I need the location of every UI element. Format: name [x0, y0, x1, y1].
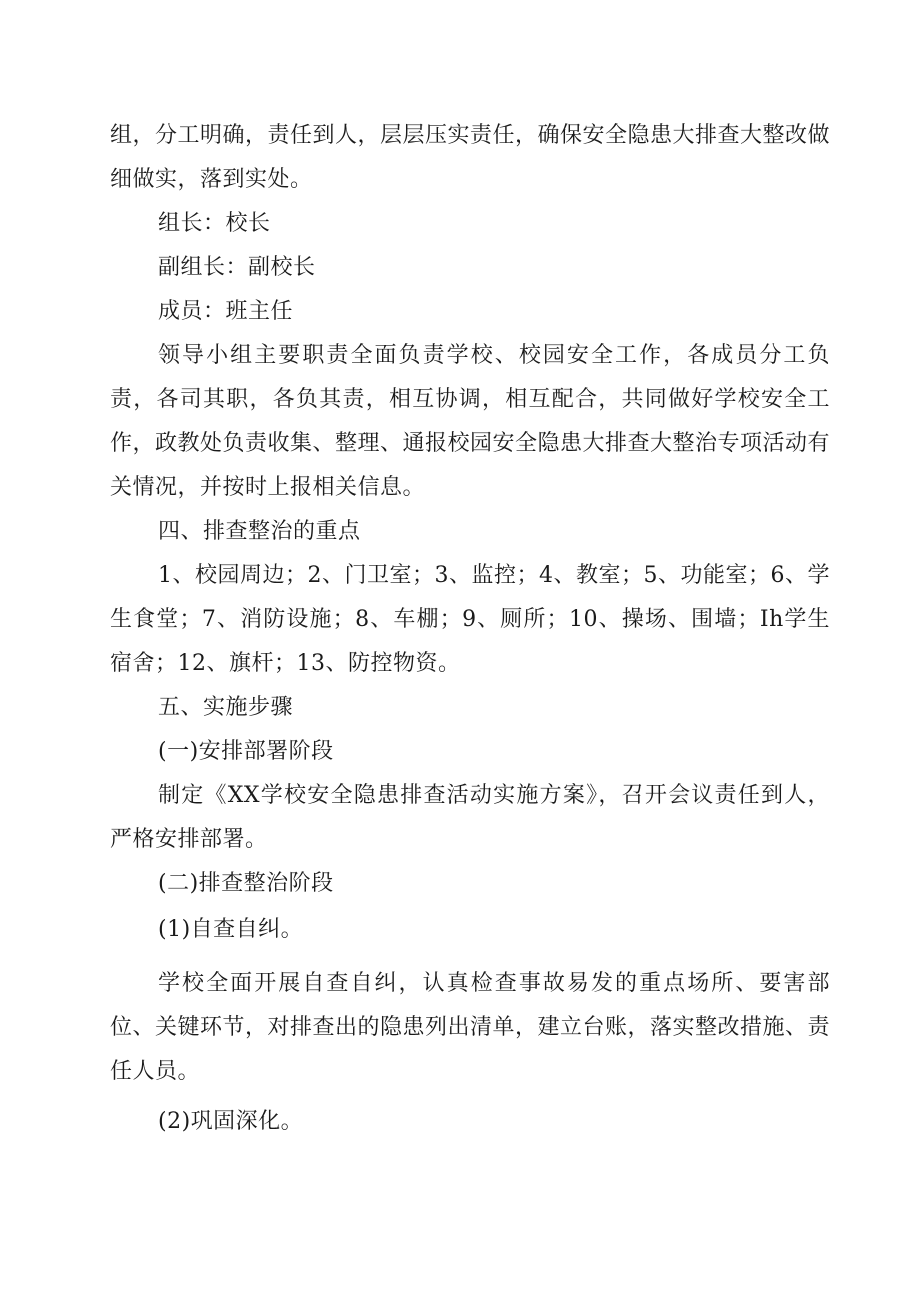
paragraph-members: 成员：班主任 [158, 299, 294, 324]
paragraph-deputy-leader: 副组长：副校长 [158, 255, 316, 280]
heading-section-five: 五、实施步骤 [158, 695, 294, 720]
paragraph-key-areas: 1、校园周边；2、门卫室；3、监控；4、教室；5、功能室；6、学生食堂；7、消防设施；8、车棚；9、厕所；10、操场、围墙；Ih学生宿舍；12、旗杆；13、防控物资。 [110, 563, 830, 676]
paragraph-continuation: 组，分工明确，责任到人，层层压实责任，确保安全隐患大排查大整改做细做实，落到实处。 [110, 123, 831, 192]
heading-self-check: (1)自查自纠。 [158, 917, 304, 942]
paragraph-group-leader: 组长：校长 [158, 211, 271, 236]
heading-section-four: 四、排查整治的重点 [158, 519, 361, 544]
heading-stage-two: (二)排查整治阶段 [158, 871, 334, 896]
paragraph-stage-one: 制定《XX学校安全隐患排查活动实施方案》，召开会议责任到人，严格安排部署。 [110, 783, 830, 852]
paragraph-responsibilities: 领导小组主要职责全面负责学校、校园安全工作，各成员分工负责，各司其职，各负其责，相互协调，相互配合，共同做好学校安全工作，政教处负责收集、整理、通报校园安全隐患大排查大整治专项活动有关情况，并按时上报相关信息。 [110, 343, 831, 500]
heading-consolidate: (2)巩固深化。 [158, 1109, 304, 1134]
paragraph-self-check: 学校全面开展自查自纠，认真检查事故易发的重点场所、要害部位、关键环节，对排查出的隐患列出清单，建立台账，落实整改措施、责任人员。 [110, 971, 831, 1084]
heading-stage-one: (一)安排部署阶段 [158, 739, 334, 764]
